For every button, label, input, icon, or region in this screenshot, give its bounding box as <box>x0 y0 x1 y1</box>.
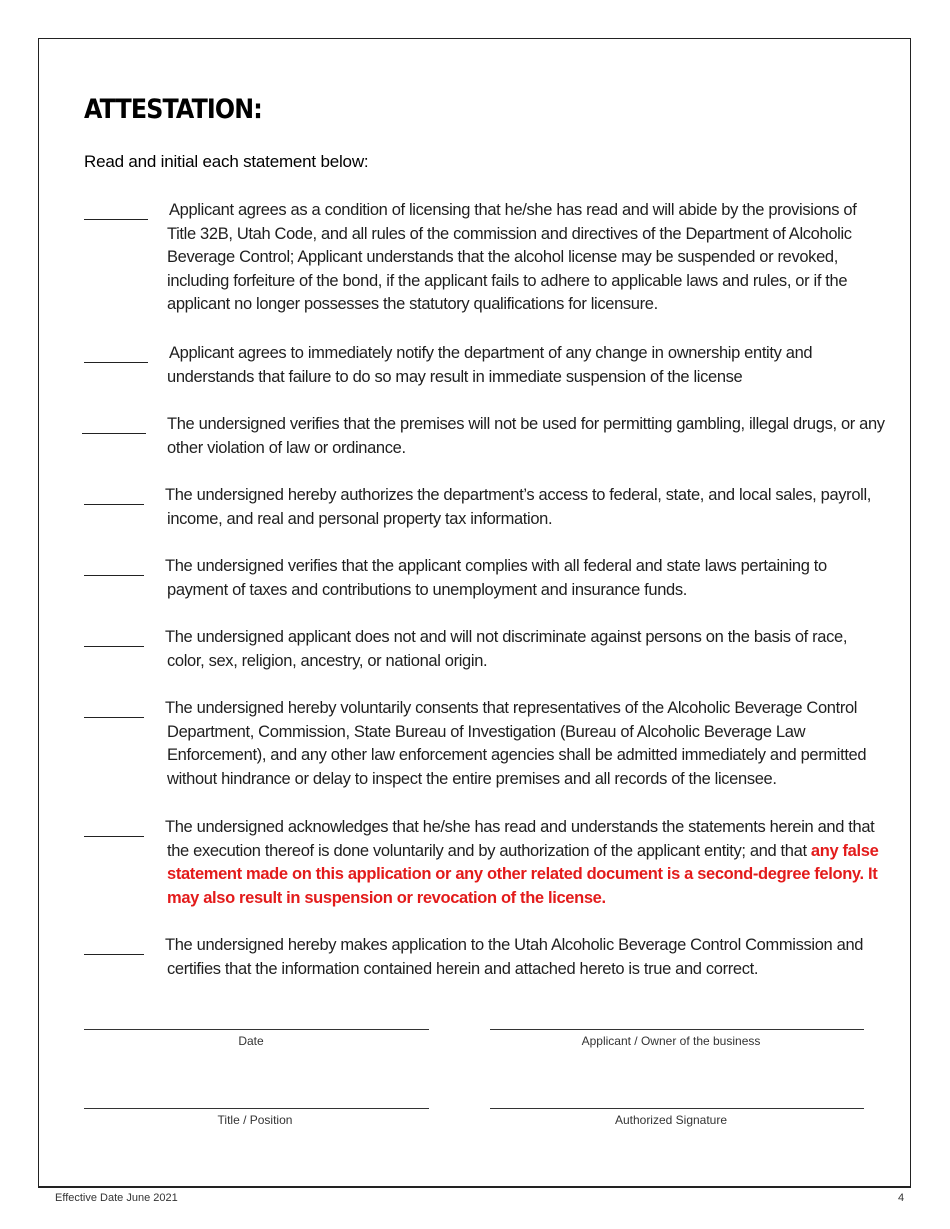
statement-3: The undersigned verifies that the premises will not be used for permitting gambling, illegal drugs, or any other violation of law or ordinance. <box>167 415 885 457</box>
statement-6: The undersigned applicant does not and will not discriminate against persons on the basis of race, color, sex, religion, ancestry, or national origin. <box>165 628 848 670</box>
initial-field-1[interactable] <box>84 219 148 220</box>
statement-5: The undersigned verifies that the applicant complies with all federal and state laws pertaining to payment of taxes and contributions to unemployment and insurance funds. <box>165 557 827 599</box>
initial-field-3[interactable] <box>82 433 146 434</box>
false-statement-warning: any false statement made on this application or any other related document is a second-degree felony. It may also result in suspension or revocation of the license. <box>167 841 879 907</box>
page-number: 4 <box>898 1192 905 1204</box>
instructions: Read and initial each statement below: <box>84 152 369 171</box>
authorized-signature-label: Authorized Signature <box>614 1113 728 1127</box>
statement-2: Applicant agrees to immediately notify the department of any change in ownership entity and understands that failure to do so may result in immediate suspension of the license <box>167 344 813 386</box>
page-title: ATTESTATION: <box>84 94 262 125</box>
initial-field-9[interactable] <box>84 954 144 955</box>
initial-field-7[interactable] <box>84 717 144 718</box>
initial-field-6[interactable] <box>84 646 144 647</box>
title-position-label: Title / Position <box>217 1113 293 1127</box>
initial-field-4[interactable] <box>84 504 144 505</box>
applicant-label: Applicant / Owner of the business <box>581 1034 761 1048</box>
statement-4: The undersigned hereby authorizes the department’s access to federal, state, and local sales, payroll, income, and real and personal property tax information. <box>165 486 872 528</box>
title-position-line[interactable] <box>84 1108 429 1109</box>
statement-7: The undersigned hereby voluntarily consents that representatives of the Alcoholic Beverage Control Department, Commission, State Bureau of Investigation (Bureau of Alcoholic Beverage Law Enforcement), and any other law enforcement agencies shall be admitted immediately and permitted without hindrance or delay to inspect the entire premises and all records of the licensee. <box>165 699 867 788</box>
initial-field-2[interactable] <box>84 362 148 363</box>
statement-8-text: The undersigned acknowledges that he/she has read and understands the statements herein and that the execution thereof is done voluntarily and by authorization of the applicant entity; and that <box>165 818 875 860</box>
authorized-signature-line[interactable] <box>490 1108 864 1109</box>
initial-field-5[interactable] <box>84 575 144 576</box>
effective-date: Effective Date June 2021 <box>55 1192 178 1204</box>
initial-field-8[interactable] <box>84 836 144 837</box>
statement-9: The undersigned hereby makes application to the Utah Alcoholic Beverage Control Commission and certifies that the information contained herein and attached hereto is true and correct. <box>165 936 864 978</box>
date-label: Date <box>238 1034 264 1048</box>
date-signature-line[interactable] <box>84 1029 429 1030</box>
statement-8 <box>167 816 887 910</box>
statement-1: Applicant agrees as a condition of licensing that he/she has read and will abide by the provisions of Title 32B, Utah Code, and all rules of the commission and directives of the Department of Alcoholic Beverage Control; Applicant understands that the alcohol license may be suspended or revoked, including forfeiture of the bond, if the applicant fails to adhere to applicable laws and rules, or if the applicant no longer possesses the statutory qualifications for licensure. <box>167 201 857 314</box>
applicant-signature-line[interactable] <box>490 1029 864 1030</box>
